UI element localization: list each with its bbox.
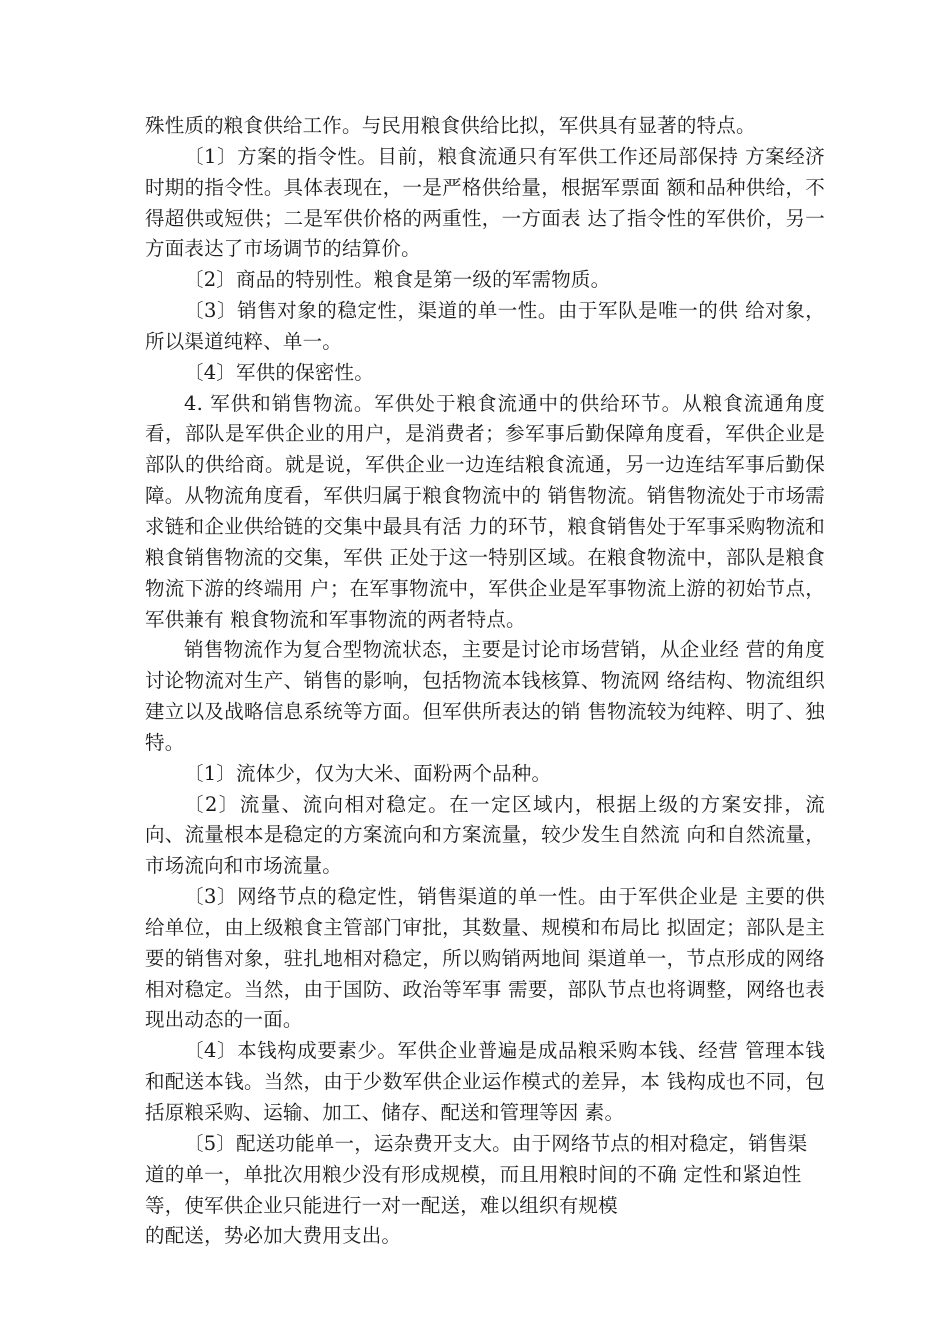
paragraph-flow-item-3: 〔3〕网络节点的稳定性，销售渠道的单一性。由于军供企业是 主要的供给单位，由上级粮食主管部门审批，其数量、规模和布局比 拟固定；部队是主要的销售对象，驻扎地相对稳定，所以购销两地间 渠道单一，节点形成的网络相对稳定。当然，由于国防、政治等军事 需要，部队节点也将调整，网络也表现出动态的一面。	[145, 885, 825, 1032]
paragraph-flow-item-2: 〔2〕流量、流向相对稳定。在一定区域内，根据上级的方案安排，流向、流量根本是稳定的方案流向和方案流量，较少发生自然流 向和自然流量，市场流向和市场流量。	[145, 792, 825, 878]
paragraph-continuation: 殊性质的粮食供给工作。与民用粮食供给比拟，军供具有显著的特点。	[145, 114, 756, 137]
paragraph-flow-item-4: 〔4〕本钱构成要素少。军供企业普遍是成品粮采购本钱、经营 管理本钱和配送本钱。当然，由于少数军供企业运作模式的差异，本 钱构成也不同，包括原粮采购、运输、加工、储存、配送和管理等因 素。	[145, 1039, 825, 1124]
paragraph-final-line: 的配送，势必加大费用支出。	[145, 1224, 402, 1248]
paragraph-item-4-confidential: 〔4〕军供的保密性。	[184, 360, 374, 384]
paragraph-flow-item-5: 〔5〕配送功能单一，运杂费开支大。由于网络节点的相对稳定，销售渠道的单一，单批次用粮少没有形成规模，而且用粮时间的不确 定性和紧迫性等，使军供企业只能进行一对一配送，难以组织有规模	[145, 1131, 808, 1217]
paragraph-flow-item-1: 〔1〕流体少，仅为大米、面粉两个品种。	[184, 761, 552, 785]
paragraph-item-2-special-goods: 〔2〕商品的特别性。粮食是第一级的军需物质。	[184, 268, 611, 292]
paragraph-item-1-directive: 〔1〕方案的指令性。目前，粮食流通只有军供工作还局部保持 方案经济时期的指令性。具体表现在，一是严格供给量，根据军票面 额和品种供给，不得超供或短供；二是军供价格的两重性，一方面表 达了指令性的军供价，另一方面表达了市场调节的结算价。	[145, 144, 825, 261]
paragraph-sales-logistics: 销售物流作为复合型物流状态，主要是讨论市场营销，从企业经 营的角度讨论物流对生产、销售的影响，包括物流本钱核算、物流网 络结构、物流组织建立以及战略信息系统等方面。但军供所表达的销 售物流较为纯粹、明了、独特。	[145, 638, 825, 754]
paragraph-item-3-stable-target: 〔3〕销售对象的稳定性，渠道的单一性。由于军队是唯一的供 给对象，所以渠道纯粹、单一。	[145, 299, 825, 353]
paragraph-section-4-logistics: 4. 军供和销售物流。军供处于粮食流通中的供给环节。从粮食流通角度看，部队是军供企业的用户，是消费者；参军事后勤保障角度看，军供企业是部队的供给商。就是说，军供企业一边连结粮食流通，另一边连结军事后勤保障。从物流角度看，军供归属于粮食物流中的 销售物流。销售物流处于市场需求链和企业供给链的交集中最具有活 力的环节，粮食销售处于军事采购物流和粮食销售物流的交集，军供 正处于这一特别区域。在粮食物流中，部队是粮食物流下游的终端用 户；在军事物流中，军供企业是军事物流上游的初始节点，军供兼有 粮食物流和军事物流的两者特点。	[145, 391, 825, 631]
body-text	[145, 111, 825, 1252]
